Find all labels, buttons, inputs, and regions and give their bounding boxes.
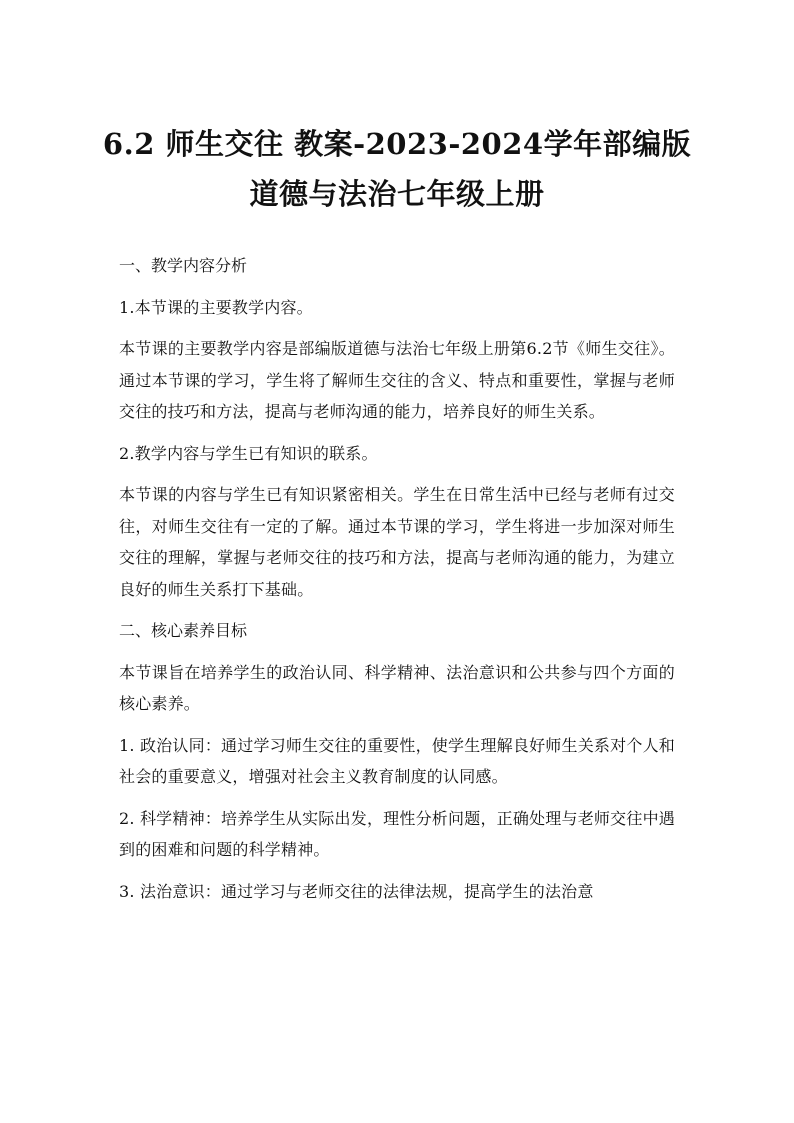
item-scientific-spirit: 2. 科学精神：培养学生从实际出发，理性分析问题，正确处理与老师交往中遇到的困难和问题的科学精神。 xyxy=(119,808,675,859)
section-heading-content-analysis: 一、教学内容分析 xyxy=(119,256,248,275)
paragraph-core-literacy-intro: 本节课旨在培养学生的政治认同、科学精神、法治意识和公共参与四个方面的核心素养。 xyxy=(119,662,675,713)
document-title-line1: 6.2 师生交往 教案-2023-2024学年部编版 xyxy=(102,127,692,161)
item-main-content: 1.本节课的主要教学内容。 xyxy=(119,297,313,317)
item-prior-knowledge: 2.教学内容与学生已有知识的联系。 xyxy=(119,443,378,463)
section-heading-core-literacy: 二、核心素养目标 xyxy=(119,621,248,640)
document-body xyxy=(119,250,675,907)
item-political-identity: 1. 政治认同：通过学习师生交往的重要性，使学生理解良好师生关系对个人和社会的重要意义，增强对社会主义教育制度的认同感。 xyxy=(119,735,675,786)
item-rule-of-law: 3. 法治意识：通过学习与老师交往的法律法规，提高学生的法治意 xyxy=(119,881,594,901)
paragraph-prior-knowledge: 本节课的内容与学生已有知识紧密相关。学生在日常生活中已经与老师有过交往，对师生交往有一定的了解。通过本节课的学习，学生将进一步加深对师生交往的理解，掌握与老师交往的技巧和方法，提高与老师沟通的能力，为建立良好的师生关系打下基础。 xyxy=(119,485,675,599)
document-title-line2: 道德与法治七年级上册 xyxy=(249,177,545,211)
paragraph-main-content: 本节课的主要教学内容是部编版道德与法治七年级上册第6.2节《师生交往》。通过本节课的学习，学生将了解师生交往的含义、特点和重要性，掌握与老师交往的技巧和方法，提高与老师沟通的能力，培养良好的师生关系。 xyxy=(119,339,675,421)
